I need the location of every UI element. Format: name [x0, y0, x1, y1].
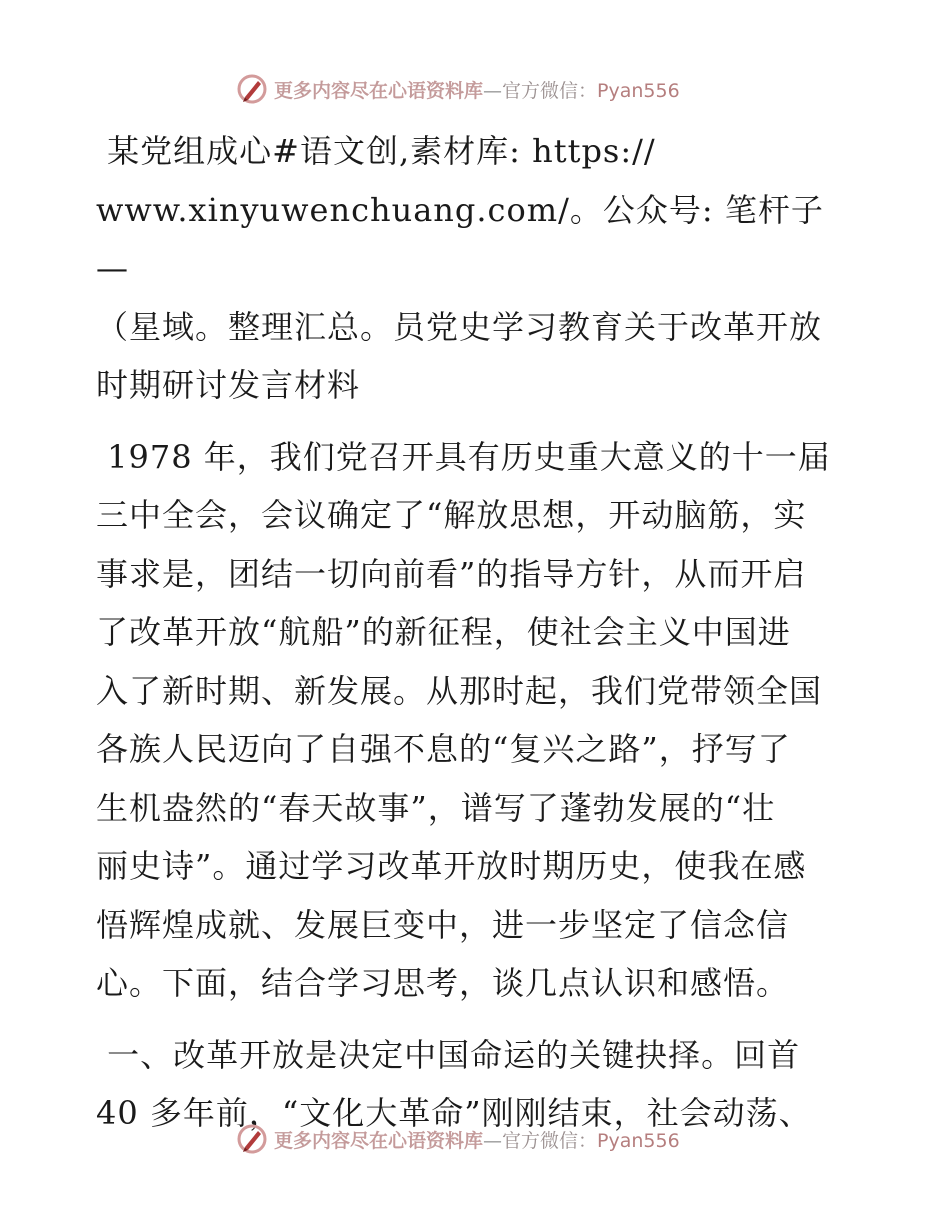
- paragraph-line: 三中全会，会议确定了“解放思想，开动脑筋，实: [96, 496, 807, 534]
- footer-wechat-id: Pyan556: [597, 1129, 680, 1152]
- header-banner-text: [274, 76, 680, 103]
- document-body: [96, 122, 856, 1143]
- footer-banner-text: [274, 1126, 680, 1153]
- header-banner-dash: —: [483, 79, 503, 102]
- title-line: 时期研讨发言材料: [96, 366, 361, 404]
- pen-logo-icon: [236, 1123, 268, 1155]
- header-banner-main: 更多内容尽在心语资料库: [274, 79, 484, 102]
- paragraph-line: 1978 年，我们党召开具有历史重大意义的十一届: [96, 437, 831, 476]
- header-wechat-id: Pyan556: [597, 79, 680, 102]
- title-line: 某党组成心#语文创,素材库: https://: [96, 132, 656, 170]
- footer-banner-dash: —: [483, 1129, 503, 1152]
- footer-banner-main: 更多内容尽在心语资料库: [274, 1129, 484, 1152]
- footer-wechat-label: 官方微信：: [502, 1129, 598, 1152]
- title-line: www.xinyuwenchuang.com/。公众号: 笔杆子—: [96, 190, 824, 287]
- document-title: [96, 122, 856, 415]
- header-banner: [236, 72, 680, 106]
- paragraph-intro: [96, 428, 856, 1013]
- paragraph-line: 心。下面，结合学习思考，谈几点认识和感悟。: [96, 964, 790, 1002]
- footer-banner: [236, 1122, 680, 1156]
- paragraph-line: 一、改革开放是决定中国命运的关键抉择。回首: [96, 1035, 801, 1074]
- paragraph-line: 40 多年前，“文化大革命”刚刚结束，社会动荡、: [96, 1094, 812, 1132]
- header-wechat-label: 官方微信：: [502, 79, 598, 102]
- paragraph-line: 悟辉煌成就、发展巨变中，进一步坚定了信念信: [96, 905, 790, 944]
- title-line: （星域。整理汇总。员党史学习教育关于改革开放: [96, 307, 823, 346]
- paragraph-line: 丽史诗”。通过学习改革开放时期历史，使我在感: [96, 847, 807, 885]
- paragraph-line: 入了新时期、新发展。从那时起，我们党带领全国: [96, 671, 823, 710]
- paragraph-line: 生机盎然的“春天故事”，谱写了蓬勃发展的“壮: [96, 788, 776, 827]
- paragraph-line: 了改革开放“航船”的新征程，使社会主义中国进: [96, 613, 791, 651]
- pen-logo-icon: [236, 73, 268, 105]
- paragraph-line: 事求是，团结一切向前看”的指导方针，从而开启: [96, 554, 807, 593]
- paragraph-line: 各族人民迈向了自强不息的“复兴之路”，抒写了: [96, 730, 791, 768]
